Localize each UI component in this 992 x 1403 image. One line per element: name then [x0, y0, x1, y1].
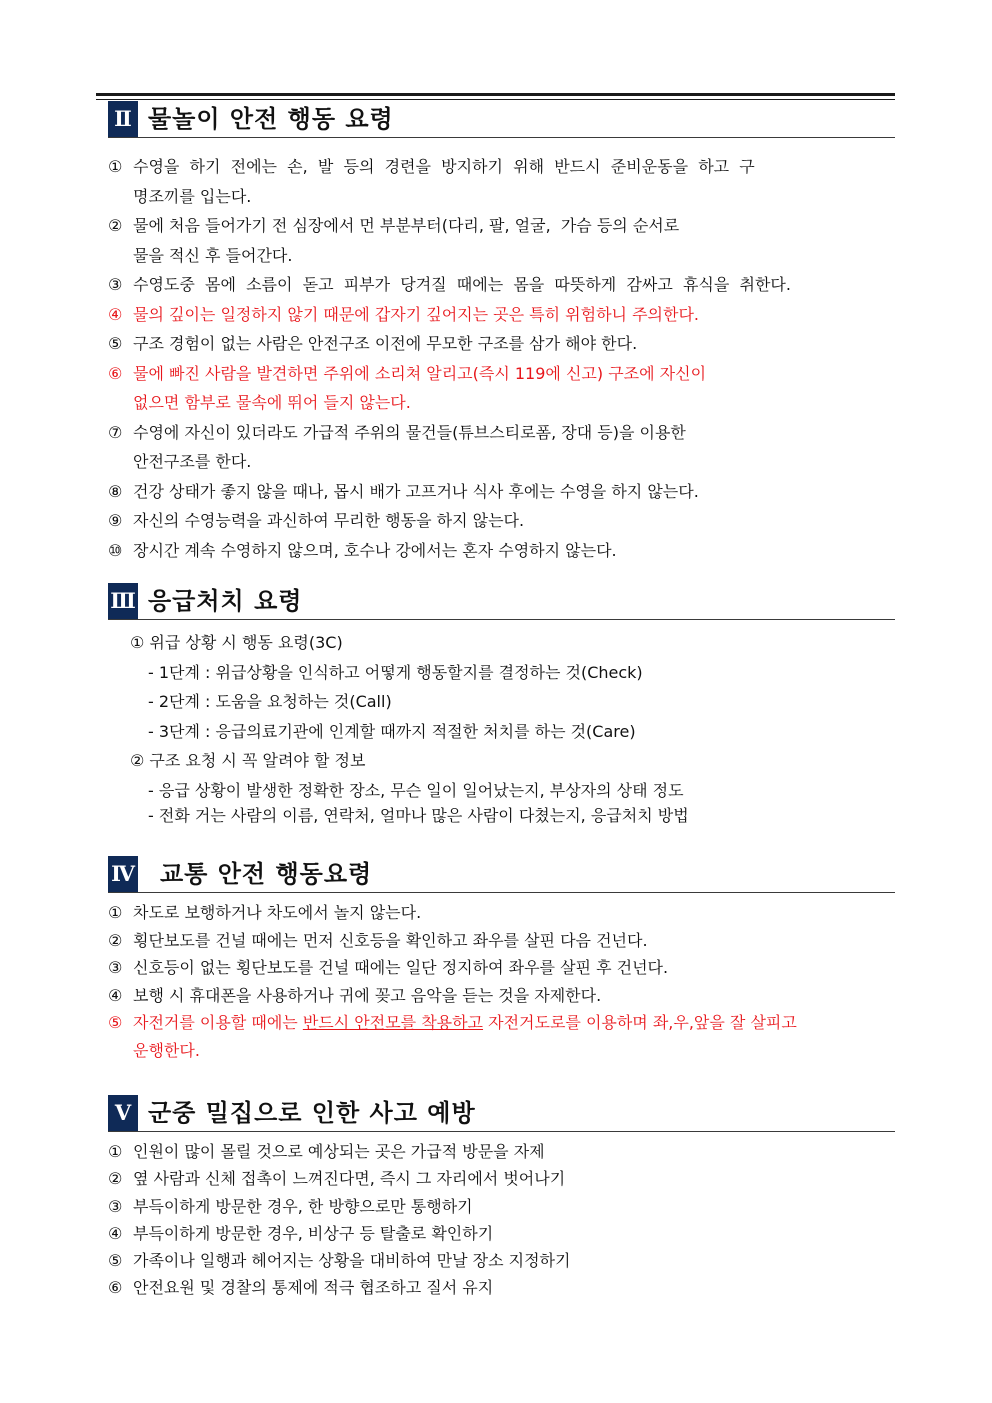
- list-item: ② 횡단보도를 건널 때에는 먼저 신호등을 확인하고 좌우를 살핀 다음 건넌다.: [108, 930, 648, 950]
- list-item: ⑤ 구조 경험이 없는 사람은 안전구조 이전에 무모한 구조를 삼가 해야 한다.: [108, 334, 638, 353]
- group-heading: ② 구조 요청 시 꼭 알려야 할 정보: [130, 751, 366, 770]
- section-header: [108, 856, 895, 893]
- sub-item: - 응급 상황이 발생한 정확한 장소, 무슨 일이 일어났는지, 부상자의 상태 정도: [148, 780, 684, 800]
- section-crowd-safety: [108, 1095, 895, 1302]
- list-item: ③ 부득이하게 방문한 경우, 한 방향으로만 통행하기: [108, 1196, 473, 1216]
- list-item: ⑧ 건강 상태가 좋지 않을 때나, 몹시 배가 고프거나 식사 후에는 수영을 하지 않는다.: [108, 481, 699, 501]
- section-title: 응급처치 요령: [148, 587, 303, 615]
- warning-list-item: ④ 물의 깊이는 일정하지 않기 때문에 갑자기 깊어지는 곳은 특히 위험하니 주의한다.: [108, 304, 699, 324]
- section-header: [108, 583, 895, 620]
- section-title: 교통 안전 행동요령: [160, 860, 373, 888]
- section-number-badge: Ⅳ: [108, 856, 138, 892]
- section-title: 물놀이 안전 행동 요령: [148, 105, 394, 133]
- list-item: ⑥ 안전요원 및 경찰의 통제에 적극 협조하고 질서 유지: [108, 1278, 494, 1298]
- section-traffic-safety: [108, 856, 895, 1064]
- section-water-safety: [108, 101, 895, 565]
- section-title: 군중 밀집으로 인한 사고 예방: [148, 1099, 476, 1127]
- list-item: ② 물에 처음 들어가기 전 심장에서 먼 부분부터(다리, 팔, 얼굴, 가슴 등의 순서로 물을 적신 후 들어간다.: [108, 216, 680, 265]
- warning-list-item: ⑥ 물에 빠진 사람을 발견하면 주위에 소리쳐 알리고(즉시 119에 신고) 구조에 자신이 없으면 함부로 물속에 뛰어 들지 않는다.: [108, 363, 707, 412]
- list-item: ② 옆 사람과 신체 접촉이 느껴진다면, 즉시 그 자리에서 벗어나기: [108, 1169, 566, 1189]
- sub-item: - 1단계 : 위급상황을 인식하고 어떻게 행동할지를 결정하는 것(Check): [148, 662, 643, 682]
- list-item: ① 인원이 많이 몰릴 것으로 예상되는 곳은 가급적 방문을 자제: [108, 1142, 545, 1161]
- list-item: ⑩ 장시간 계속 수영하지 않으며, 호수나 강에서는 혼자 수영하지 않는다.: [108, 540, 617, 560]
- section-header: [108, 1095, 895, 1132]
- section-first-aid: [108, 583, 895, 831]
- top-double-rule: [96, 93, 895, 100]
- sub-item: - 전화 거는 사람의 이름, 연락처, 얼마나 많은 사람이 다쳤는지, 응급처치 방법: [148, 806, 689, 825]
- sub-item: - 2단계 : 도움을 요청하는 것(Call): [148, 692, 392, 711]
- sub-item: - 3단계 : 응급의료기관에 인계할 때까지 적절한 처치를 하는 것(Care): [148, 721, 636, 741]
- section-number-badge: Ⅱ: [108, 101, 138, 137]
- section-number-badge: Ⅲ: [108, 583, 138, 619]
- list-item: ① 차도로 보행하거나 차도에서 놀지 않는다.: [108, 903, 422, 922]
- section-header: [108, 101, 895, 138]
- list-item: ⑨ 자신의 수영능력을 과신하여 무리한 행동을 하지 않는다.: [108, 511, 525, 530]
- list-item: ④ 부득이하게 방문한 경우, 비상구 등 탈출로 확인하기: [108, 1223, 494, 1243]
- section-number-badge: Ⅴ: [108, 1095, 138, 1131]
- group-heading: ① 위급 상황 시 행동 요령(3C): [130, 633, 343, 652]
- warning-list-item: ⑤ 자전거를 이용할 때에는 반드시 안전모를 착용하고 자전거도로를 이용하며 좌,우,앞을 잘 살피고 운행한다.: [108, 1013, 797, 1060]
- list-item: ① 수영을 하기 전에는 손, 발 등의 경련을 방지하기 위해 반드시 준비운동을 하고 구 명조끼를 입는다.: [108, 157, 755, 206]
- list-item: ⑤ 가족이나 일행과 헤어지는 상황을 대비하여 만날 장소 지정하기: [108, 1251, 571, 1271]
- underlined-emphasis: 반드시 안전모를 착용하고: [302, 1013, 484, 1032]
- list-item: ④ 보행 시 휴대폰을 사용하거나 귀에 꽂고 음악을 듣는 것을 자제한다.: [108, 985, 602, 1005]
- list-item: ③ 수영도중 몸에 소름이 돋고 피부가 당겨질 때에는 몸을 따뜻하게 감싸고 휴식을 취한다.: [108, 275, 791, 294]
- list-item: ⑦ 수영에 자신이 있더라도 가급적 주위의 물건들(튜브스티로폼, 장대 등)을 이용한 안전구조를 한다.: [108, 422, 686, 471]
- list-item: ③ 신호등이 없는 횡단보도를 건널 때에는 일단 정지하여 좌우를 살핀 후 건넌다.: [108, 958, 669, 977]
